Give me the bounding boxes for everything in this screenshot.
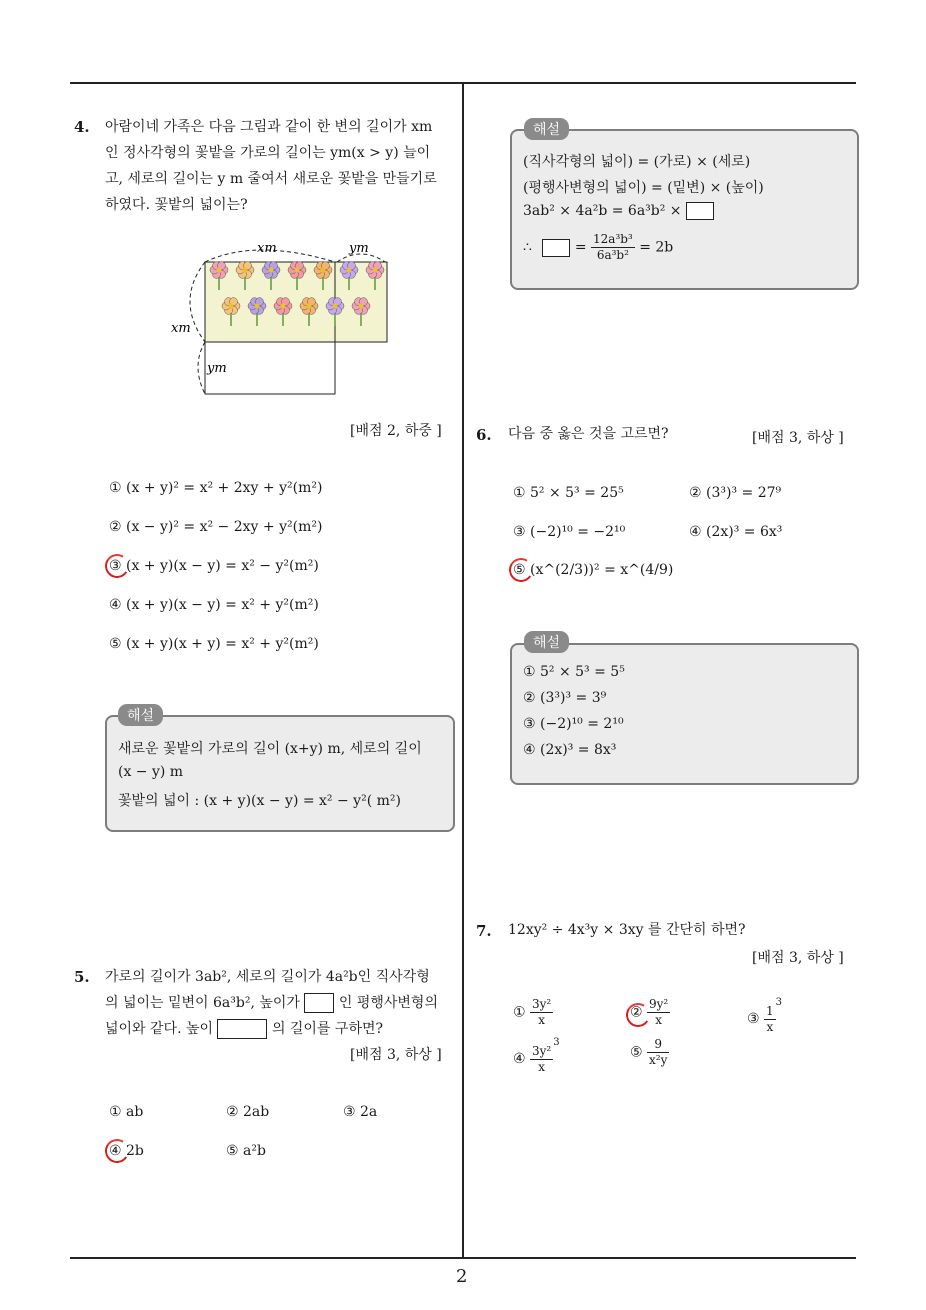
q7-score: [배점 3, 하상 ]	[752, 950, 844, 966]
q6-solution-line: ② (3³)³ = 3⁹	[523, 690, 607, 706]
q4-solution-line: 꽃밭의 넓이 : (x + y)(x − y) = x² − y²( m²)	[118, 793, 401, 809]
q5-text	[105, 964, 457, 1042]
q5-number: 5.	[74, 968, 90, 986]
q6-option-5[interactable]: ⑤ (x^(2/3))² = x^(4/9)	[513, 562, 674, 578]
q4-solution-tag: 해설	[118, 704, 163, 726]
q6-score: [배점 3, 하상 ]	[752, 430, 844, 446]
q4-score: [배점 2, 하중 ]	[350, 423, 442, 439]
answer-circle-mark	[103, 552, 131, 580]
q5-solution-tag: 해설	[524, 118, 569, 140]
q4-option-3[interactable]: ③ (x + y)(x − y) = x² − y²(m²)	[109, 558, 319, 574]
equals-sign: =	[574, 239, 587, 256]
q5-line	[105, 990, 457, 1016]
fraction-numerator: 9	[647, 1037, 669, 1053]
fraction-numerator: 9y²	[649, 997, 669, 1011]
q6-option-3[interactable]: ③ (−2)¹⁰ = −2¹⁰	[513, 524, 626, 540]
option-mark: ①	[513, 1004, 526, 1021]
q5-option-3[interactable]: ③ 2a	[343, 1104, 378, 1120]
answer-blank-box	[686, 202, 714, 220]
q4-option-1[interactable]: ① (x + y)² = x² + 2xy + y²(m²)	[109, 480, 323, 496]
q6-solution-tag: 해설	[524, 631, 569, 653]
option-mark: ④	[513, 1051, 526, 1067]
column-divider	[462, 83, 464, 1258]
answer-circle-mark	[103, 1137, 131, 1165]
q5-solution-eq: 3ab² × 4a²b = 6a³b² ×	[523, 203, 682, 219]
answer-blank-box	[542, 239, 570, 257]
fraction-denominator: x	[538, 1013, 546, 1027]
q6-solution-line: ① 5² × 5³ = 5⁵	[523, 664, 625, 680]
q7-option-5[interactable]	[630, 1037, 669, 1068]
fig-top-y-label: ym	[349, 241, 369, 256]
page-number: 2	[456, 1266, 468, 1287]
q5-option-5[interactable]: ⑤ a²b	[226, 1143, 266, 1159]
q5-option-4[interactable]: ④ 2b	[109, 1143, 144, 1159]
answer-blank-box	[217, 1019, 267, 1039]
q5-solution-line	[523, 232, 673, 263]
q5-solution-line: (평행사변형의 넓이) = (밑변) × (높이)	[523, 180, 764, 196]
q4-line: 인 정사각형의 꽃밭을 가로의 길이는 ym(x > y) 늘이	[105, 145, 431, 161]
fraction-numerator: 12a³b³	[593, 232, 633, 246]
q6-option-2[interactable]: ② (3³)³ = 27⁹	[689, 485, 782, 501]
fraction	[530, 997, 553, 1028]
q6-text: 다음 중 옳은 것을 고르면?	[508, 426, 669, 442]
q4-option-5[interactable]: ⑤ (x + y)(x + y) = x² + y²(m²)	[109, 636, 319, 652]
q4-line: 고, 세로의 길이는 y m 줄여서 새로운 꽃밭을 만들기로	[105, 171, 437, 187]
therefore-symbol: ∴	[523, 239, 532, 256]
fraction	[591, 232, 635, 263]
fig-bottom-y-label: ym	[207, 361, 227, 376]
q7-number: 7.	[476, 922, 492, 940]
q6-solution-line: ③ (−2)¹⁰ = 2¹⁰	[523, 716, 624, 732]
q5-line3-end: 의 길이를 구하면?	[271, 1021, 384, 1037]
fraction-numerator: 1	[766, 1003, 774, 1018]
fraction	[764, 1004, 776, 1035]
option-mark: ⑤	[630, 1044, 643, 1061]
fraction-denominator: x	[655, 1013, 663, 1027]
q7-text: 12xy² ÷ 4x³y × 3xy 를 간단히 하면?	[508, 922, 746, 938]
q6-option-4[interactable]: ④ (2x)³ = 6x³	[689, 524, 783, 540]
q4-line: 하였다. 꽃밭의 넓이는?	[105, 197, 248, 213]
q4-solution-line: 새로운 꽃밭의 가로의 길이 (x+y) m, 세로의 길이	[118, 741, 422, 757]
answer-blank-box	[304, 993, 334, 1013]
fraction-denominator: x	[538, 1059, 546, 1074]
q5-solution-line	[523, 202, 714, 220]
q4-number: 4.	[74, 118, 90, 136]
q4-solution-line: (x − y) m	[118, 764, 184, 780]
bottom-rule	[70, 1257, 856, 1259]
fraction	[647, 997, 670, 1028]
q7-option-3[interactable]	[747, 997, 782, 1035]
garden-figure	[165, 236, 395, 402]
q5-line3-start: 넓이와 같다. 높이	[105, 1021, 214, 1037]
q6-option-1[interactable]: ① 5² × 5³ = 25⁵	[513, 485, 624, 501]
option-mark: ②	[630, 1004, 643, 1021]
fig-left-x-label: xm	[171, 321, 191, 336]
q5-solution-line: (직사각형의 넓이) = (가로) × (세로)	[523, 154, 751, 170]
q4-option-4[interactable]: ④ (x + y)(x − y) = x² + y²(m²)	[109, 597, 319, 613]
q4-option-2[interactable]: ② (x − y)² = x² − 2xy + y²(m²)	[109, 519, 323, 535]
q5-line2-start: 의 넓이는 밑변이 6a³b², 높이가	[105, 995, 300, 1011]
q7-option-4[interactable]	[513, 1037, 560, 1075]
q5-line	[105, 1016, 457, 1042]
answer-circle-mark	[507, 556, 535, 584]
q6-number: 6.	[476, 426, 492, 444]
q4-line: 아람이네 가족은 다음 그림과 같이 한 변의 길이가 xm	[105, 119, 433, 135]
fraction-denominator: x	[766, 1019, 774, 1034]
fraction-denominator: 6a³b²	[596, 248, 629, 262]
fig-top-x-label: xm	[257, 241, 277, 256]
q5-option-1[interactable]: ① ab	[109, 1104, 144, 1120]
q5-score: [배점 3, 하상 ]	[350, 1047, 442, 1063]
exponent: 3	[553, 1037, 560, 1048]
q5-option-2[interactable]: ② 2ab	[226, 1104, 270, 1120]
fraction-numerator: 3y²	[532, 997, 552, 1011]
q7-option-1[interactable]	[513, 997, 553, 1028]
q5-line: 가로의 길이가 3ab², 세로의 길이가 4a²b인 직사각형	[105, 969, 430, 985]
fraction-numerator: 3y²	[532, 1043, 552, 1058]
fraction	[647, 1037, 669, 1068]
option-mark: ③	[747, 1011, 760, 1027]
fraction	[530, 1044, 553, 1075]
result: = 2b	[639, 239, 674, 256]
q5-line2-end: 인 평행사변형의	[338, 995, 438, 1011]
fraction-denominator: x²y	[649, 1053, 668, 1067]
q6-solution-line: ④ (2x)³ = 8x³	[523, 742, 617, 758]
q4-text	[105, 114, 457, 218]
exponent: 3	[775, 997, 783, 1008]
